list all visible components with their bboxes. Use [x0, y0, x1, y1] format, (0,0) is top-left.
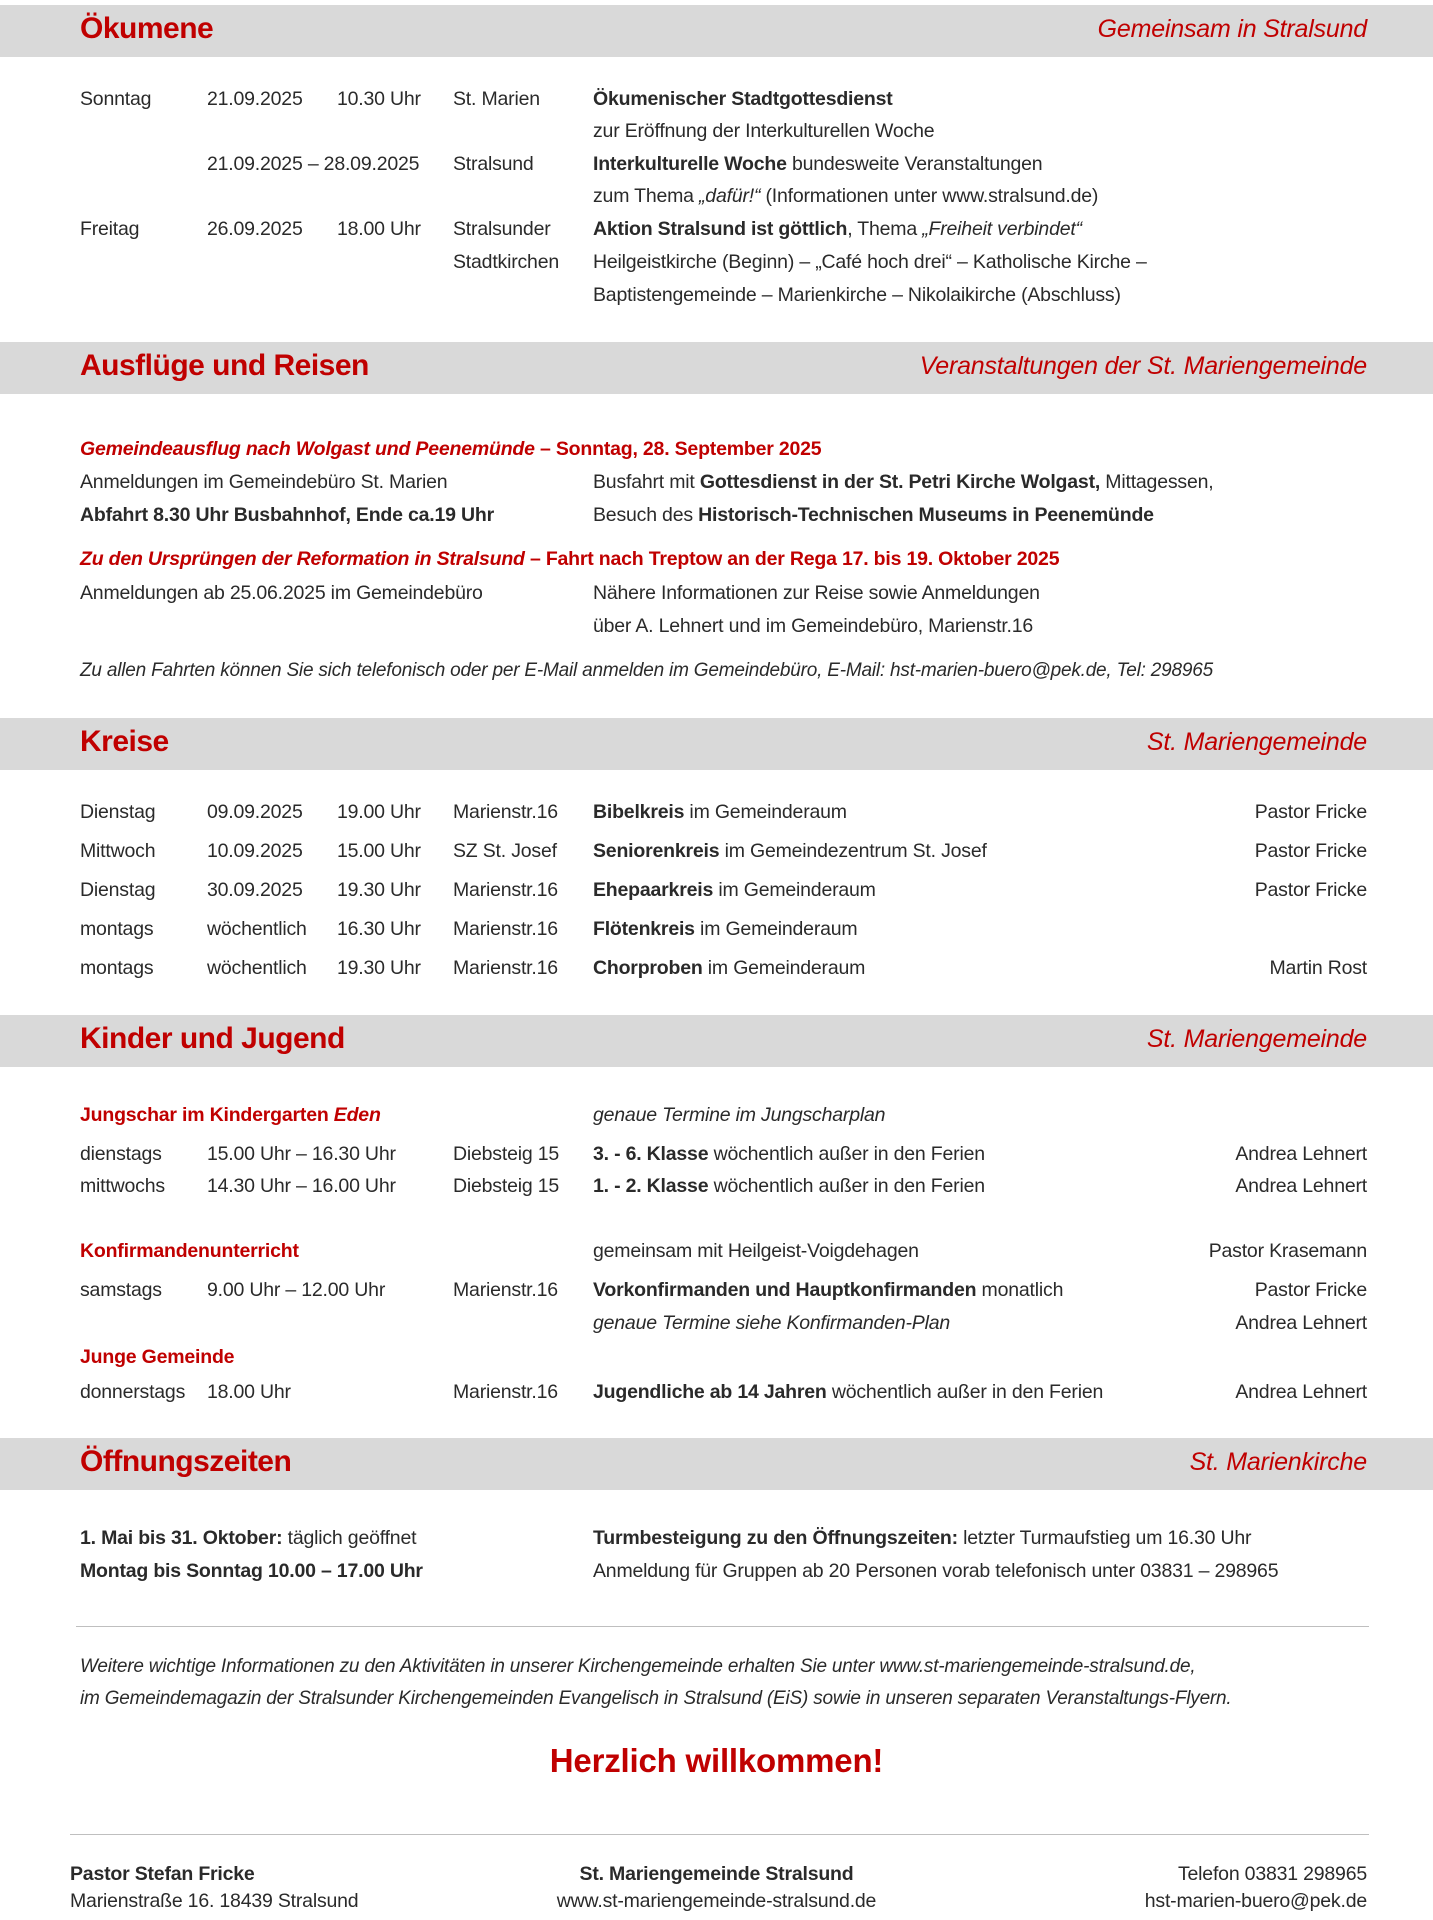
person: Andrea Lehnert: [1235, 1175, 1367, 1197]
event-title: Chorproben: [593, 957, 703, 979]
phone: Telefon 03831 298965: [1177, 1863, 1367, 1885]
trip-date: – Fahrt nach Treptow an der Rega 17. bis 19. Oktober 2025: [524, 548, 1060, 570]
date-range: 21.09.2025 – 28.09.2025: [207, 153, 420, 175]
event-desc: im Gemeinderaum: [713, 879, 876, 901]
text: , Thema: [847, 218, 923, 240]
place: Marienstr.16: [453, 1381, 558, 1403]
event: [593, 957, 865, 980]
person: Andrea Lehnert: [1235, 1312, 1367, 1334]
date: 21.09.2025: [207, 88, 303, 110]
section-title: Ökumene: [80, 12, 214, 45]
person: Andrea Lehnert: [1235, 1143, 1367, 1165]
event-desc-line2: [593, 185, 1098, 208]
text-bold: Turmbesteigung zu den Öffnungszeiten:: [593, 1527, 958, 1549]
trip-desc: [593, 471, 1213, 494]
section-subtitle: Gemeinsam in Stralsund: [1097, 15, 1367, 43]
day: donnerstags: [80, 1381, 186, 1403]
event-desc: [593, 153, 1042, 176]
tower-info: [593, 1527, 1251, 1550]
place: Diebsteig 15: [453, 1143, 560, 1165]
time: 18.00 Uhr: [207, 1381, 291, 1403]
event-title: Ökumenischer Stadtgottesdienst: [593, 88, 893, 110]
section-title: Kreise: [80, 725, 169, 758]
season: [80, 1527, 416, 1550]
date: 09.09.2025: [207, 801, 303, 823]
event-desc-rest: bundesweite Veranstaltungen: [786, 153, 1043, 175]
place: Marienstr.16: [453, 957, 558, 979]
departure: Abfahrt 8.30 Uhr Busbahnhof, Ende ca.19 Uhr: [80, 504, 494, 526]
person: Pastor Fricke: [1254, 879, 1367, 901]
date: 26.09.2025: [207, 218, 303, 240]
place: Diebsteig 15: [453, 1175, 560, 1197]
place: SZ St. Josef: [453, 840, 557, 862]
event-title: Aktion Stralsund ist göttlich: [593, 218, 848, 240]
day: Mittwoch: [80, 840, 156, 862]
section-subtitle: St. Mariengemeinde: [1146, 728, 1367, 756]
pastor-name: Pastor Stefan Fricke: [70, 1863, 255, 1885]
event-desc: im Gemeinderaum: [702, 957, 866, 979]
event-desc: im Gemeinderaum: [684, 801, 847, 823]
event-title: Jugendliche ab 14 Jahren: [593, 1381, 827, 1403]
person: Pastor Fricke: [1254, 840, 1367, 862]
day: Freitag: [80, 218, 140, 240]
time: 16.30 Uhr: [337, 918, 421, 940]
time: 14.30 Uhr – 16.00 Uhr: [207, 1175, 396, 1197]
event: [593, 1143, 985, 1166]
divider: [70, 1834, 1369, 1835]
place: Marienstr.16: [453, 801, 558, 823]
place-line2: Stadtkirchen: [453, 251, 559, 273]
time: 19.00 Uhr: [337, 801, 421, 823]
trip-heading: [80, 438, 821, 461]
text: zum Thema: [593, 185, 700, 207]
event-desc: wöchentlich außer in den Ferien: [708, 1143, 985, 1165]
event-desc: wöchentlich außer in den Ferien: [826, 1381, 1104, 1403]
person: Andrea Lehnert: [1235, 1381, 1367, 1403]
day: Dienstag: [80, 879, 156, 901]
day: montags: [80, 918, 154, 940]
day: dienstags: [80, 1143, 162, 1165]
group-note: gemeinsam mit Heilgeist-Voigdehagen: [593, 1240, 919, 1262]
day: mittwochs: [80, 1175, 165, 1197]
time: 9.00 Uhr – 12.00 Uhr: [207, 1279, 386, 1301]
event-desc: [593, 218, 1082, 241]
text-italic: Eden: [333, 1104, 381, 1126]
text-bold: Gottesdienst in der St. Petri Kirche Wolgast,: [699, 471, 1101, 493]
trip-desc-line2: [593, 504, 1154, 527]
time: 18.00 Uhr: [337, 218, 421, 240]
time: 19.30 Uhr: [337, 879, 421, 901]
date: 30.09.2025: [207, 879, 303, 901]
event-title: Ehepaarkreis: [593, 879, 714, 901]
trip-desc: Nähere Informationen zur Reise sowie Anmeldungen: [593, 582, 1040, 604]
welcome-text: Herzlich willkommen!: [549, 1742, 884, 1779]
text-bold: 1. Mai bis 31. Oktober:: [80, 1527, 283, 1549]
trip-name: Gemeindeausflug nach Wolgast und Peenemünde: [80, 438, 535, 460]
section-subtitle: Veranstaltungen der St. Mariengemeinde: [919, 352, 1367, 380]
section-header-kreise: [0, 718, 1433, 770]
event-desc: im Gemeinderaum: [694, 918, 858, 940]
time: 10.30 Uhr: [337, 88, 421, 110]
event-desc: zur Eröffnung der Interkulturellen Woche: [593, 120, 935, 142]
event-title: Flötenkreis: [593, 918, 695, 940]
place: Stralsund: [453, 153, 534, 175]
event: [593, 1279, 1063, 1302]
event: [593, 801, 847, 824]
text: letzter Turmaufstieg um 16.30 Uhr: [957, 1527, 1252, 1549]
trip-date: – Sonntag, 28. September 2025: [534, 438, 822, 460]
registration: Anmeldungen ab 25.06.2025 im Gemeindebüro: [80, 582, 483, 604]
event-note: genaue Termine siehe Konfirmanden-Plan: [593, 1312, 950, 1334]
place: Marienstr.16: [453, 918, 558, 940]
event-title: Vorkonfirmanden und Hauptkonfirmanden: [593, 1279, 977, 1301]
text: täglich geöffnet: [282, 1527, 417, 1549]
divider: [76, 1626, 1369, 1627]
address: Marienstraße 16. 18439 Stralsund: [70, 1890, 359, 1912]
info-line: Weitere wichtige Informationen zu den Aktivitäten in unserer Kirchengemeinde erhalten Sie unter www.st-mariengemeinde-stralsund.de,: [80, 1656, 1196, 1677]
text: (Informationen unter www.stralsund.de): [760, 185, 1099, 207]
text: Besuch des: [593, 504, 699, 526]
time: 15.00 Uhr: [337, 840, 421, 862]
day: samstags: [80, 1279, 162, 1301]
group-note: genaue Termine im Jungscharplan: [593, 1104, 886, 1126]
section-header-kinder: [0, 1015, 1433, 1067]
group-heading: [80, 1104, 381, 1127]
section-header-ausfluege: [0, 342, 1433, 394]
time: 19.30 Uhr: [337, 957, 421, 979]
section-title: Ausflüge und Reisen: [80, 349, 369, 382]
date: 10.09.2025: [207, 840, 303, 862]
text: Mittagessen,: [1100, 471, 1214, 493]
day: Dienstag: [80, 801, 156, 823]
person: Martin Rost: [1269, 957, 1367, 979]
event-title: Interkulturelle Woche: [593, 153, 787, 175]
event-title: Bibelkreis: [593, 801, 685, 823]
person: Pastor Krasemann: [1208, 1240, 1367, 1262]
website-link[interactable]: www.st-mariengemeinde-stralsund.de: [556, 1890, 877, 1912]
group-info: Anmeldung für Gruppen ab 20 Personen vorab telefonisch unter 03831 – 298965: [593, 1560, 1279, 1582]
group-heading: Konfirmandenunterricht: [80, 1240, 299, 1262]
section-title: Öffnungszeiten: [80, 1445, 292, 1478]
section-header-oeffnung: [0, 1438, 1433, 1490]
registration: Anmeldungen im Gemeindebüro St. Marien: [80, 471, 448, 493]
trip-heading: [80, 548, 1059, 571]
person: Pastor Fricke: [1254, 801, 1367, 823]
section-header-oekumene: [0, 5, 1433, 57]
section-title: Kinder und Jugend: [80, 1022, 345, 1055]
event-desc-line3: Baptistengemeinde – Marienkirche – Nikolaikirche (Abschluss): [593, 284, 1121, 306]
hours: Montag bis Sonntag 10.00 – 17.00 Uhr: [80, 1560, 423, 1582]
section-subtitle: St. Marienkirche: [1189, 1448, 1367, 1476]
contact-note: Zu allen Fahrten können Sie sich telefonisch oder per E-Mail anmelden im Gemeindebüro, E-Mail: hst-marien-buero@pek.de, Tel: 298965: [80, 660, 1213, 681]
event-desc: monatlich: [976, 1279, 1064, 1301]
event-desc: im Gemeindezentrum St. Josef: [719, 840, 987, 862]
event: [593, 918, 857, 941]
place: St. Marien: [453, 88, 540, 110]
email-link[interactable]: hst-marien-buero@pek.de: [1144, 1890, 1367, 1912]
date: wöchentlich: [207, 957, 307, 979]
event-title: 1. - 2. Klasse: [593, 1175, 709, 1197]
day: Sonntag: [80, 88, 152, 110]
parish-name: St. Mariengemeinde Stralsund: [579, 1863, 854, 1885]
trip-desc-line2: über A. Lehnert und im Gemeindebüro, Marienstr.16: [593, 615, 1034, 637]
trip-name: Zu den Ursprüngen der Reformation in Stralsund: [80, 548, 525, 570]
event-desc-line2: Heilgeistkirche (Beginn) – „Café hoch drei“ – Katholische Kirche –: [593, 251, 1147, 273]
theme: „Freiheit verbindet“: [922, 218, 1082, 240]
event-title: Seniorenkreis: [593, 840, 720, 862]
event: [593, 1381, 1103, 1404]
text: Jungschar im Kindergarten: [80, 1104, 334, 1126]
date: wöchentlich: [207, 918, 307, 940]
section-subtitle: St. Mariengemeinde: [1146, 1025, 1367, 1053]
place: Marienstr.16: [453, 879, 558, 901]
event-title: 3. - 6. Klasse: [593, 1143, 709, 1165]
event: [593, 1175, 985, 1198]
day: montags: [80, 957, 154, 979]
place: Marienstr.16: [453, 1279, 558, 1301]
text: Busfahrt mit: [593, 471, 700, 493]
event: [593, 879, 876, 902]
place: Stralsunder: [453, 218, 551, 240]
event: [593, 840, 987, 863]
text-bold: Historisch-Technischen Museums in Peenemünde: [698, 504, 1154, 526]
group-heading: Junge Gemeinde: [80, 1346, 235, 1368]
event-desc: wöchentlich außer in den Ferien: [708, 1175, 985, 1197]
time: 15.00 Uhr – 16.30 Uhr: [207, 1143, 396, 1165]
info-line: im Gemeindemagazin der Stralsunder Kirchengemeinden Evangelisch in Stralsund (EiS) sowie in unseren separaten Veranstaltungs-Flyern.: [80, 1688, 1232, 1709]
theme: „dafür!“: [699, 185, 761, 207]
person: Pastor Fricke: [1254, 1279, 1367, 1301]
